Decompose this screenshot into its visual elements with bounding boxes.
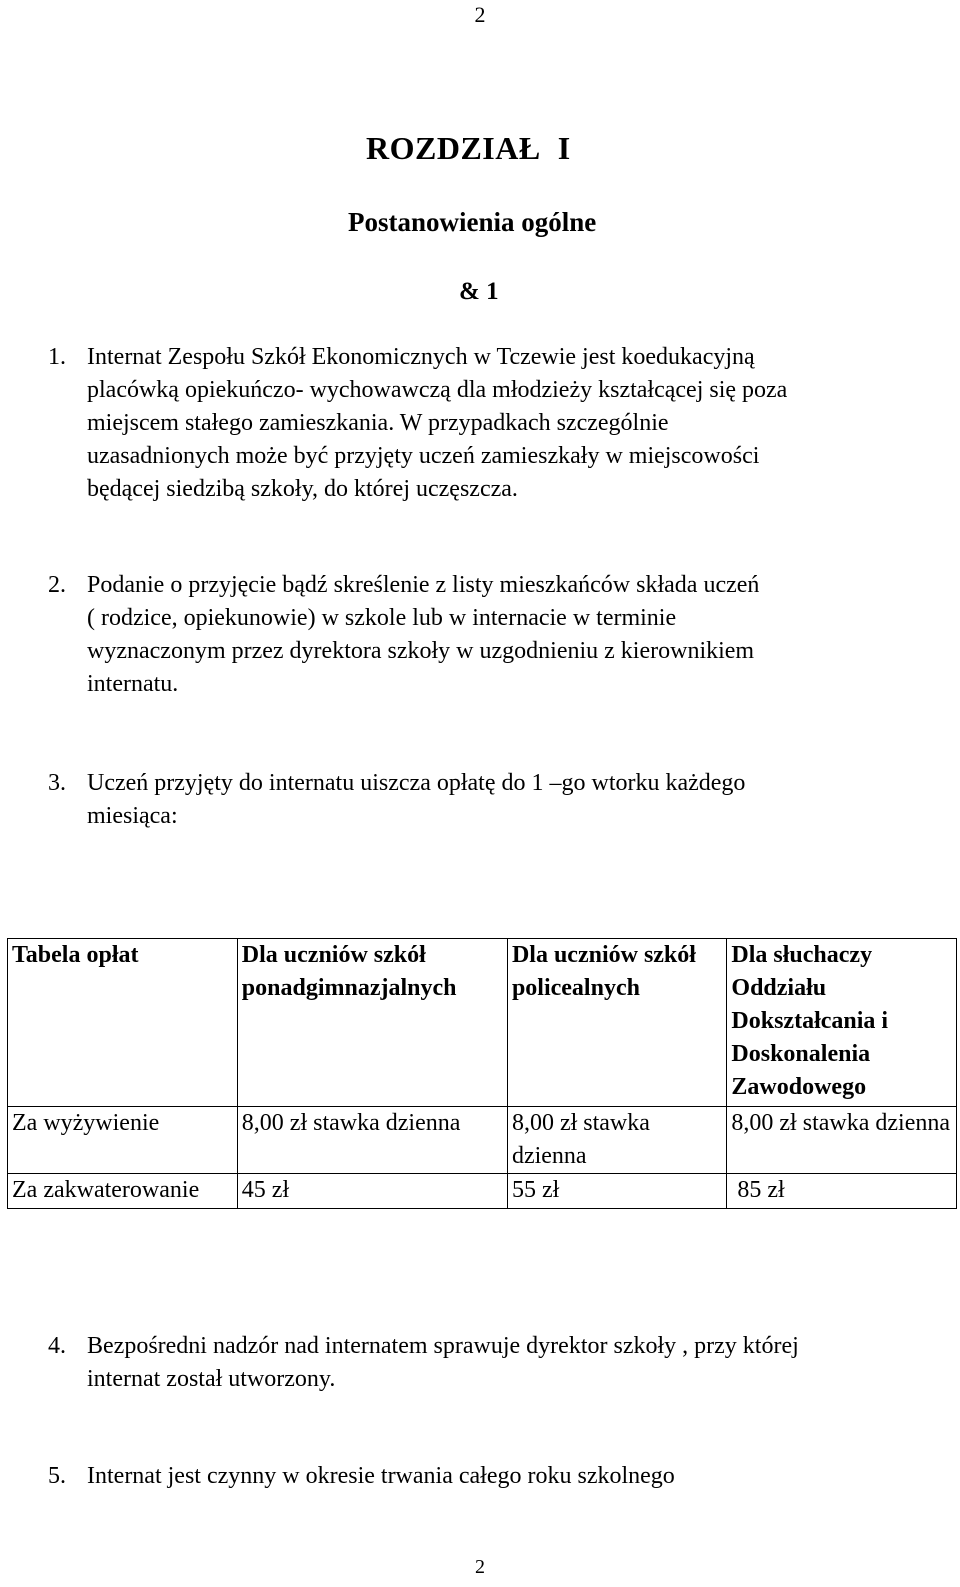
item-line: internatu. (87, 671, 179, 697)
table-header-cell: Dla uczniów szkół ponadgimnazjalnych (237, 939, 507, 1107)
table-header-cell: Dla słuchaczy Oddziału Dokształcania i Doskonalenia Zawodowego (727, 939, 957, 1107)
fee-table (7, 938, 957, 1209)
item-number: 2. (48, 572, 66, 598)
table-cell: Za zakwaterowanie (8, 1174, 238, 1209)
list-item-1 (48, 341, 928, 506)
item-line: internat został utworzony. (87, 1366, 336, 1392)
table-cell: 8,00 zł stawka dzienna (507, 1107, 726, 1174)
item-line: uzasadnionych może być przyjęty uczeń zamieszkały w miejscowości (87, 443, 760, 469)
item-line: Podanie o przyjęcie bądź skreślenie z listy mieszkańców składa uczeń (87, 572, 760, 598)
table-row (8, 1107, 957, 1174)
chapter-title: ROZDZIAŁ I (366, 130, 571, 166)
table-cell: 85 zł (727, 1174, 957, 1209)
item-line: miejscem stałego zamieszkania. W przypadkach szczególnie (87, 410, 669, 436)
item-number: 5. (48, 1463, 66, 1489)
table-cell: Za wyżywienie (8, 1107, 238, 1174)
table-header-cell: Tabela opłat (8, 939, 238, 1107)
item-line: Internat jest czynny w okresie trwania całego roku szkolnego (87, 1463, 675, 1489)
table-header-cell: Dla uczniów szkół policealnych (507, 939, 726, 1107)
item-line: wyznaczonym przez dyrektora szkoły w uzgodnieniu z kierownikiem (87, 638, 755, 664)
list-item-5 (48, 1460, 948, 1493)
table-row (8, 1174, 957, 1209)
table-cell: 55 zł (507, 1174, 726, 1209)
page-number-top: 2 (474, 2, 486, 27)
list-item-4 (48, 1330, 948, 1396)
table-cell: 45 zł (237, 1174, 507, 1209)
item-line: Uczeń przyjęty do internatu uiszcza opłatę do 1 –go wtorku każdego (87, 770, 746, 796)
table-cell: 8,00 zł stawka dzienna (237, 1107, 507, 1174)
item-line: Bezpośredni nadzór nad internatem sprawuje dyrektor szkoły , przy której (87, 1333, 799, 1359)
list-item-3 (48, 767, 928, 833)
chapter-subtitle: Postanowienia ogólne (348, 207, 597, 237)
item-number: 3. (48, 770, 66, 796)
item-line: miesiąca: (87, 803, 178, 829)
table-header-row (8, 939, 957, 1107)
item-number: 1. (48, 344, 66, 370)
item-line: będącej siedzibą szkoły, do której uczęszcza. (87, 476, 518, 502)
list-item-2 (48, 569, 928, 701)
table-cell: 8,00 zł stawka dzienna (727, 1107, 957, 1174)
item-line: Internat Zespołu Szkół Ekonomicznych w Tczewie jest koedukacyjną (87, 344, 755, 370)
item-line: placówką opiekuńczo- wychowawczą dla młodzieży kształcącej się poza (87, 377, 788, 403)
page-number-bottom: 2 (475, 1556, 485, 1578)
item-number: 4. (48, 1333, 66, 1359)
item-line: ( rodzice, opiekunowie) w szkole lub w internacie w terminie (87, 605, 677, 631)
section-mark: & 1 (459, 278, 499, 305)
